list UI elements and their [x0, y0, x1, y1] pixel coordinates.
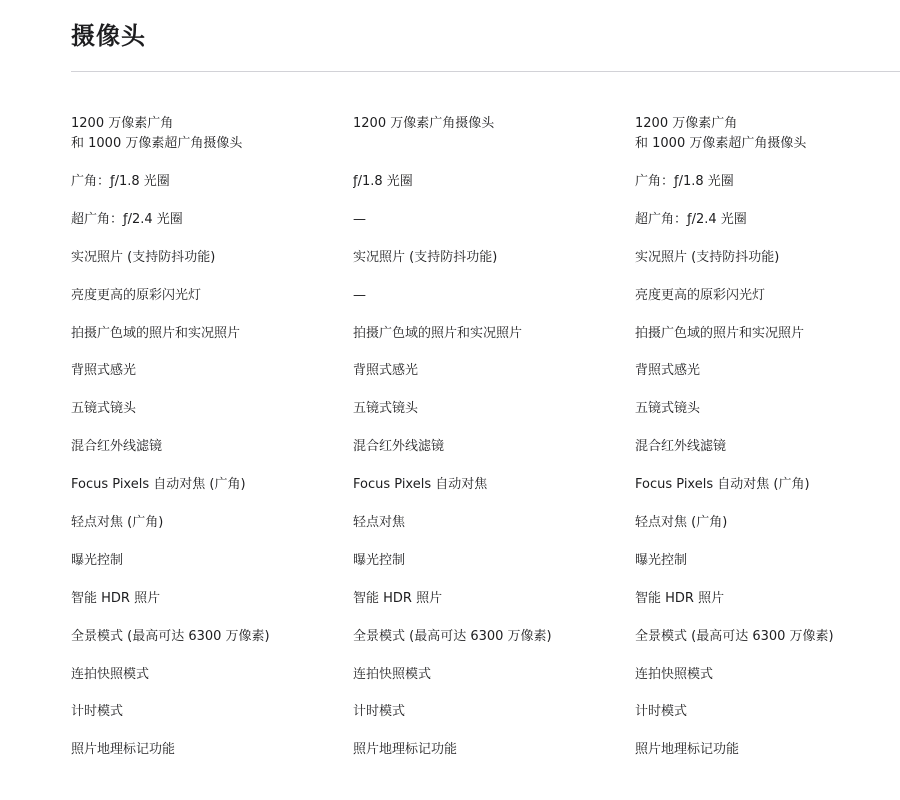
spec-text: 轻点对焦 — [353, 515, 406, 531]
spec-cell-model-1 — [71, 740, 353, 778]
spec-text: 全景模式 (最高可达 6300 万像素) — [353, 628, 552, 644]
spec-cell-model-2 — [353, 172, 635, 210]
spec-text: 智能 HDR 照片 — [71, 590, 161, 606]
spec-row — [71, 702, 900, 740]
spec-cell-model-1 — [71, 589, 353, 627]
spec-text: 实况照片 (支持防抖功能) — [635, 249, 780, 265]
spec-cell-model-3 — [635, 513, 900, 551]
spec-cell-model-3 — [635, 627, 900, 665]
spec-text: 背照式感光 — [71, 363, 137, 379]
spec-cell-model-2 — [353, 399, 635, 437]
spec-text: Focus Pixels 自动对焦 (广角) — [635, 477, 810, 493]
spec-text: 1200 万像素广角 — [635, 116, 738, 131]
spec-cell-model-2 — [353, 589, 635, 627]
spec-text: 计时模式 — [635, 704, 688, 720]
spec-text: 计时模式 — [353, 704, 406, 720]
spec-text: 五镜式镜头 — [353, 401, 419, 417]
spec-text: — — [353, 211, 366, 227]
spec-text: 曝光控制 — [353, 552, 406, 568]
spec-row — [71, 172, 900, 210]
spec-row — [71, 589, 900, 627]
spec-cell-model-3 — [635, 437, 900, 475]
spec-row — [71, 740, 900, 778]
spec-row — [71, 286, 900, 324]
spec-row — [71, 437, 900, 475]
spec-cell-model-1 — [71, 437, 353, 475]
spec-text: 五镜式镜头 — [71, 401, 137, 417]
spec-text: 全景模式 (最高可达 6300 万像素) — [71, 628, 270, 644]
spec-cell-model-1 — [71, 665, 353, 703]
spec-text: 拍摄广色域的照片和实况照片 — [353, 325, 523, 341]
spec-cell-model-1 — [71, 513, 353, 551]
spec-cell-model-1 — [71, 475, 353, 513]
spec-text: 1200 万像素广角 — [71, 116, 174, 131]
spec-cell-model-2 — [353, 324, 635, 362]
spec-text: 广角：ƒ/1.8 光圈 — [635, 174, 734, 189]
spec-cell-model-3 — [635, 589, 900, 627]
spec-cell-model-3 — [635, 665, 900, 703]
spec-cell-model-2 — [353, 361, 635, 399]
spec-text: 曝光控制 — [635, 552, 688, 568]
spec-cell-model-2 — [353, 248, 635, 286]
spec-cell-model-2 — [353, 740, 635, 778]
spec-text: 和 1000 万像素超广角摄像头 — [71, 136, 243, 151]
spec-text: 超广角：ƒ/2.4 光圈 — [71, 211, 183, 227]
spec-cell-model-1 — [71, 210, 353, 248]
spec-text: 连拍快照模式 — [353, 666, 432, 682]
spec-cell-model-1 — [71, 361, 353, 399]
spec-text: 连拍快照模式 — [71, 666, 150, 682]
spec-text: 智能 HDR 照片 — [635, 590, 725, 606]
spec-table — [71, 114, 900, 778]
spec-row — [71, 114, 900, 172]
spec-cell-model-1 — [71, 114, 353, 172]
spec-text: 1200 万像素广角摄像头 — [353, 116, 495, 131]
spec-text: 全景模式 (最高可达 6300 万像素) — [635, 628, 834, 644]
spec-cell-model-2 — [353, 702, 635, 740]
spec-cell-model-1 — [71, 324, 353, 362]
spec-cell-model-3 — [635, 210, 900, 248]
spec-text: 广角：ƒ/1.8 光圈 — [71, 174, 170, 189]
spec-text: 混合红外线滤镜 — [635, 439, 727, 455]
spec-text: 超广角：ƒ/2.4 光圈 — [635, 211, 747, 227]
spec-text: Focus Pixels 自动对焦 (广角) — [71, 477, 246, 493]
spec-cell-model-2 — [353, 210, 635, 248]
spec-cell-model-2 — [353, 437, 635, 475]
spec-row — [71, 513, 900, 551]
spec-cell-model-3 — [635, 702, 900, 740]
spec-cell-model-3 — [635, 114, 900, 172]
spec-text: 拍摄广色域的照片和实况照片 — [635, 325, 805, 341]
spec-text: 实况照片 (支持防抖功能) — [71, 249, 216, 265]
spec-row — [71, 361, 900, 399]
spec-cell-model-1 — [71, 702, 353, 740]
spec-text: 轻点对焦 (广角) — [71, 515, 164, 531]
spec-cell-model-3 — [635, 286, 900, 324]
spec-text: 背照式感光 — [635, 363, 701, 379]
spec-cell-model-3 — [635, 551, 900, 589]
spec-cell-model-3 — [635, 361, 900, 399]
section-divider — [71, 71, 900, 72]
spec-row — [71, 475, 900, 513]
spec-text: 曝光控制 — [71, 552, 124, 568]
spec-text: 照片地理标记功能 — [353, 742, 458, 758]
spec-cell-model-1 — [71, 172, 353, 210]
spec-text: 五镜式镜头 — [635, 401, 701, 417]
spec-text: 和 1000 万像素超广角摄像头 — [635, 136, 807, 151]
spec-text: 连拍快照模式 — [635, 666, 714, 682]
spec-text: 智能 HDR 照片 — [353, 590, 443, 606]
section-title: 摄像头 — [71, 22, 146, 50]
spec-cell-model-3 — [635, 248, 900, 286]
spec-cell-model-3 — [635, 324, 900, 362]
spec-text: 亮度更高的原彩闪光灯 — [71, 287, 202, 303]
spec-text: 照片地理标记功能 — [71, 742, 176, 758]
spec-cell-model-3 — [635, 399, 900, 437]
spec-text: 混合红外线滤镜 — [353, 439, 445, 455]
spec-text: Focus Pixels 自动对焦 — [353, 477, 488, 493]
spec-row — [71, 210, 900, 248]
spec-text: 实况照片 (支持防抖功能) — [353, 249, 498, 265]
spec-text: 轻点对焦 (广角) — [635, 515, 728, 531]
spec-row — [71, 324, 900, 362]
spec-text: 计时模式 — [71, 704, 124, 720]
spec-row — [71, 399, 900, 437]
spec-cell-model-3 — [635, 740, 900, 778]
spec-cell-model-3 — [635, 172, 900, 210]
spec-cell-model-1 — [71, 399, 353, 437]
spec-cell-model-2 — [353, 551, 635, 589]
spec-text: 照片地理标记功能 — [635, 742, 740, 758]
spec-cell-model-1 — [71, 551, 353, 589]
spec-cell-model-2 — [353, 665, 635, 703]
spec-text: 亮度更高的原彩闪光灯 — [635, 287, 766, 303]
spec-cell-model-1 — [71, 286, 353, 324]
spec-text: ƒ/1.8 光圈 — [353, 174, 413, 189]
spec-cell-model-2 — [353, 286, 635, 324]
spec-text: 背照式感光 — [353, 363, 419, 379]
spec-row — [71, 665, 900, 703]
spec-text: 混合红外线滤镜 — [71, 439, 163, 455]
spec-cell-model-1 — [71, 627, 353, 665]
spec-text: 拍摄广色域的照片和实况照片 — [71, 325, 241, 341]
spec-cell-model-1 — [71, 248, 353, 286]
spec-cell-model-2 — [353, 475, 635, 513]
spec-cell-model-3 — [635, 475, 900, 513]
spec-text: — — [353, 287, 366, 303]
spec-row — [71, 248, 900, 286]
spec-cell-model-2 — [353, 513, 635, 551]
spec-row — [71, 551, 900, 589]
spec-row — [71, 627, 900, 665]
spec-cell-model-2 — [353, 114, 635, 172]
spec-cell-model-2 — [353, 627, 635, 665]
